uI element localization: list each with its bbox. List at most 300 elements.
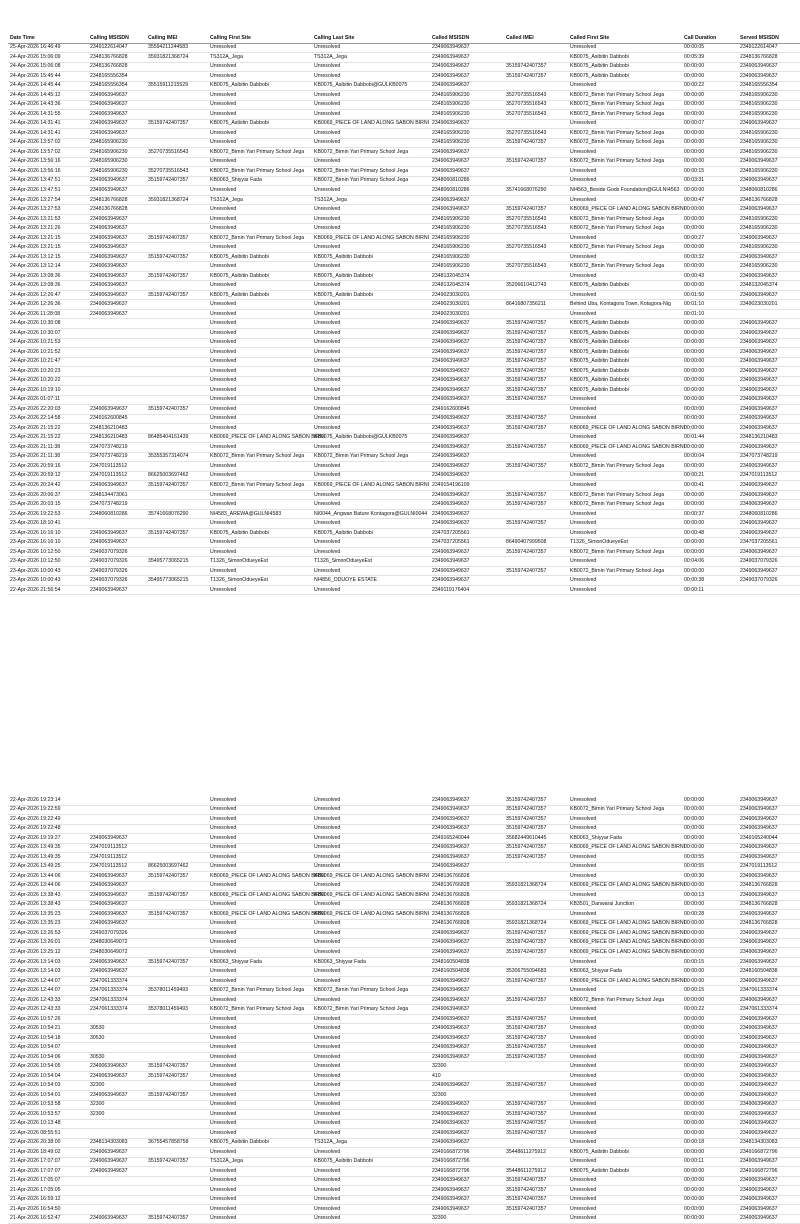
cell-date-time: 23-Apr-2026 20:06:37: [8, 490, 88, 500]
cell-called-imei: 35159742407357: [504, 938, 568, 948]
cell-served-msisdn: 2347019113512: [738, 471, 800, 481]
cell-served-msisdn: 2349063949637: [738, 424, 800, 434]
cell-called-msisdn: 2348060810286: [430, 186, 504, 196]
cell-calling-msisdn: 2349063949637: [88, 243, 146, 253]
cell-calling-imei: [146, 281, 208, 291]
cell-served-msisdn: 2349063949637: [738, 119, 800, 129]
cell-calling-last-site: Unresolved: [312, 1033, 430, 1043]
cell-called-first-site: KB0069_PIECE OF LAND ALONG SABON BIRNI: [568, 919, 682, 929]
cell-called-first-site: T1326_SimonOdueyeEst: [568, 538, 682, 548]
cell-served-msisdn: 2348165906230: [738, 138, 800, 148]
cell-called-imei: [504, 167, 568, 177]
cell-calling-first-site: Unresolved: [208, 395, 312, 405]
cell-called-imei: 35159742407357: [504, 843, 568, 853]
cell-date-time: 22-Apr-2026 13:26:53: [8, 929, 88, 939]
cell-calling-msisdn: 2349063949637: [88, 262, 146, 272]
cell-date-time: 22-Apr-2026 13:38:43: [8, 900, 88, 910]
table-row: [8, 1062, 800, 1072]
cell-calling-last-site: Unresolved: [312, 424, 430, 434]
cell-calling-first-site: Unresolved: [208, 262, 312, 272]
cell-called-msisdn: 2347037205561: [430, 528, 504, 538]
cell-calling-last-site: Unresolved: [312, 1110, 430, 1120]
table-row: [8, 519, 800, 529]
cell-called-imei: 35206610412743: [504, 281, 568, 291]
table-row: [8, 262, 800, 272]
cell-called-msisdn: 2349063949637: [430, 1110, 504, 1120]
cell-served-msisdn: 2349063949637: [738, 252, 800, 262]
cell-calling-last-site: Unresolved: [312, 585, 430, 595]
cell-calling-msisdn: [88, 338, 146, 348]
cell-calling-last-site: Unresolved: [312, 224, 430, 234]
cell-served-msisdn: 2349063949637: [738, 319, 800, 329]
cell-called-first-site: KB0075_Asibitin Dabbobi: [568, 72, 682, 82]
table-row: [8, 233, 800, 243]
cell-date-time: 22-Apr-2026 21:56:54: [8, 585, 88, 595]
cell-called-imei: [504, 252, 568, 262]
cell-called-first-site: Unresolved: [568, 1214, 682, 1224]
cell-calling-first-site: Unresolved: [208, 805, 312, 815]
cell-calling-first-site: Unresolved: [208, 91, 312, 101]
cell-called-msisdn: 2349063949637: [430, 81, 504, 91]
cell-calling-last-site: Unresolved: [312, 805, 430, 815]
cell-called-first-site: Unresolved: [568, 1005, 682, 1015]
cell-calling-last-site: Unresolved: [312, 1148, 430, 1158]
cell-date-time: 22-Apr-2026 19:22:48: [8, 824, 88, 834]
cell-call-duration: 00:00:00: [682, 91, 738, 101]
cell-called-first-site: KB0072_Birnin Yari Primary School Jega: [568, 547, 682, 557]
cell-calling-msisdn: 2348136766828: [88, 53, 146, 63]
cell-calling-first-site: Unresolved: [208, 319, 312, 329]
cell-call-duration: 00:00:00: [682, 1100, 738, 1110]
cell-calling-imei: 35159742407357: [146, 1090, 208, 1100]
cell-called-first-site: Unresolved: [568, 176, 682, 186]
table-row: [8, 557, 800, 567]
cell-calling-last-site: Unresolved: [312, 1014, 430, 1024]
cell-called-msisdn: 2349063949637: [430, 53, 504, 63]
cell-date-time: 22-Apr-2026 19:22:49: [8, 815, 88, 825]
cell-calling-last-site: Unresolved: [312, 1081, 430, 1091]
cell-calling-msisdn: 2348030649072: [88, 938, 146, 948]
cell-calling-first-site: Unresolved: [208, 1043, 312, 1053]
cell-calling-last-site: Unresolved: [312, 348, 430, 358]
cell-calling-last-site: Unresolved: [312, 62, 430, 72]
cell-calling-msisdn: [88, 1043, 146, 1053]
cell-calling-msisdn: 2347019113512: [88, 853, 146, 863]
cell-calling-msisdn: 2347073748219: [88, 452, 146, 462]
cell-calling-imei: [146, 62, 208, 72]
cell-date-time: 22-Apr-2026 10:54:01: [8, 1090, 88, 1100]
cell-date-time: 24-Apr-2026 14:31:41: [8, 129, 88, 139]
cell-called-msisdn: 2349063949637: [430, 547, 504, 557]
cell-called-first-site: Unresolved: [568, 1052, 682, 1062]
cell-calling-imei: [146, 1052, 208, 1062]
cell-called-imei: [504, 1090, 568, 1100]
cell-called-first-site: KB0075_Asibitin Dabbobi: [568, 357, 682, 367]
table-row: [8, 1090, 800, 1100]
cell-called-first-site: KB0072_Birnin Yari Primary School Jega: [568, 91, 682, 101]
cell-called-msisdn: 2349063949637: [430, 519, 504, 529]
cell-date-time: 24-Apr-2026 14:45:12: [8, 91, 88, 101]
table-row: [8, 214, 800, 224]
cell-calling-msisdn: 2349063949637: [88, 585, 146, 595]
cell-call-duration: 00:00:55: [682, 853, 738, 863]
table-row: [8, 452, 800, 462]
cell-date-time: 23-Apr-2026 20:59:16: [8, 462, 88, 472]
table-row: [8, 929, 800, 939]
cell-date-time: 23-Apr-2026 10:00:43: [8, 576, 88, 586]
cell-served-msisdn: 2349063949637: [738, 1195, 800, 1205]
cell-calling-last-site: Unresolved: [312, 138, 430, 148]
cell-calling-imei: [146, 186, 208, 196]
cell-called-msisdn: 2349063949637: [430, 1043, 504, 1053]
cell-calling-msisdn: [88, 1014, 146, 1024]
cell-call-duration: 00:00:00: [682, 348, 738, 358]
cell-called-first-site: Unresolved: [568, 1071, 682, 1081]
cell-calling-last-site: Unresolved: [312, 881, 430, 891]
cell-called-imei: 35270735516543: [504, 110, 568, 120]
cell-called-msisdn: 2349063949637: [430, 1176, 504, 1186]
cell-served-msisdn: 2348165906230: [738, 110, 800, 120]
cell-called-imei: [504, 862, 568, 872]
cell-called-imei: 35159742407357: [504, 62, 568, 72]
cell-calling-imei: [146, 519, 208, 529]
cell-date-time: 22-Apr-2026 12:43:33: [8, 1005, 88, 1015]
cell-calling-imei: 35159742407357: [146, 176, 208, 186]
cell-called-imei: 35159742407357: [504, 1110, 568, 1120]
table-row: [8, 872, 800, 882]
cell-calling-imei: [146, 319, 208, 329]
cell-calling-first-site: Unresolved: [208, 1205, 312, 1215]
cell-date-time: 23-Apr-2026 20:03:15: [8, 500, 88, 510]
cell-called-msisdn: 2349063949637: [430, 395, 504, 405]
cell-served-msisdn: 2349063949637: [738, 386, 800, 396]
cell-date-time: 24-Apr-2026 13:21:26: [8, 224, 88, 234]
cell-date-time: 23-Apr-2026 20:24:42: [8, 481, 88, 491]
cell-called-imei: 35270735516543: [504, 224, 568, 234]
cell-calling-msisdn: 2348165906230: [88, 157, 146, 167]
cell-call-duration: 00:00:00: [682, 538, 738, 548]
cell-calling-last-site: KB0072_Birnin Yari Primary School Jega: [312, 986, 430, 996]
cell-called-imei: [504, 43, 568, 53]
cell-calling-msisdn: 2348165906230: [88, 148, 146, 158]
cdr-table-page-1: [8, 34, 779, 595]
cell-call-duration: 00:00:43: [682, 271, 738, 281]
cell-date-time: 24-Apr-2026 13:12:15: [8, 252, 88, 262]
cell-served-msisdn: 2349165240044: [738, 834, 800, 844]
cell-calling-msisdn: 2349063949637: [88, 538, 146, 548]
cell-calling-imei: [146, 853, 208, 863]
cell-served-msisdn: 2349063949637: [738, 891, 800, 901]
cell-calling-msisdn: 2349063949637: [88, 1062, 146, 1072]
cell-called-first-site: Unresolved: [568, 1024, 682, 1034]
cell-served-msisdn: 2349063949637: [738, 957, 800, 967]
cell-called-msisdn: 2348060810286: [430, 176, 504, 186]
cell-calling-imei: [146, 1119, 208, 1129]
cell-call-duration: 00:00:05: [682, 43, 738, 53]
cell-calling-first-site: Unresolved: [208, 967, 312, 977]
cell-call-duration: 00:00:00: [682, 462, 738, 472]
cell-called-msisdn: 2349063949637: [430, 443, 504, 453]
cell-served-msisdn: 2349063949637: [738, 948, 800, 958]
table-row: [8, 405, 800, 415]
cell-date-time: 22-Apr-2026 13:35:23: [8, 919, 88, 929]
header-date-time: Date Time: [8, 34, 88, 43]
table-row: [8, 129, 800, 139]
cell-call-duration: 00:00:18: [682, 1138, 738, 1148]
cell-served-msisdn: 2349063949637: [738, 995, 800, 1005]
cell-calling-last-site: Unresolved: [312, 900, 430, 910]
cell-calling-first-site: Unresolved: [208, 110, 312, 120]
table-row: [8, 986, 800, 996]
table-row: [8, 995, 800, 1005]
cell-date-time: 22-Apr-2026 13:26:01: [8, 938, 88, 948]
cell-call-duration: 00:00:00: [682, 414, 738, 424]
cell-calling-imei: [146, 967, 208, 977]
cell-call-duration: 00:00:04: [682, 452, 738, 462]
cell-calling-msisdn: 2348165906230: [88, 138, 146, 148]
cell-calling-last-site: KB0075_Asibitin Dabbobi@GULKB0075: [312, 433, 430, 443]
cell-called-first-site: Unresolved: [568, 853, 682, 863]
cell-calling-first-site: Unresolved: [208, 1195, 312, 1205]
cell-date-time: 24-Apr-2026 10:19:10: [8, 386, 88, 396]
cell-served-msisdn: 2349166872796: [738, 1167, 800, 1177]
cell-calling-last-site: KB0069_PIECE OF LAND ALONG SABON BIRNI: [312, 119, 430, 129]
cell-date-time: 24-Apr-2026 10:20:23: [8, 367, 88, 377]
cell-call-duration: 00:00:07: [682, 119, 738, 129]
cell-calling-first-site: Unresolved: [208, 1167, 312, 1177]
cell-served-msisdn: 2349063949637: [738, 566, 800, 576]
cell-call-duration: 00:00:00: [682, 1062, 738, 1072]
cell-served-msisdn: 2348165906230: [738, 91, 800, 101]
cell-calling-imei: 35159742407357: [146, 1214, 208, 1224]
table-row: [8, 386, 800, 396]
cell-call-duration: 00:00:00: [682, 834, 738, 844]
cell-served-msisdn: 2348165906230: [738, 243, 800, 253]
cell-calling-first-site: Unresolved: [208, 62, 312, 72]
cell-call-duration: 00:00:11: [682, 1157, 738, 1167]
cell-call-duration: 00:00:00: [682, 1110, 738, 1120]
cell-called-imei: 35159742407357: [504, 72, 568, 82]
header-calling-msisdn: Calling MSISDN: [88, 34, 146, 43]
table-row: [8, 862, 800, 872]
cell-called-first-site: Unresolved: [568, 519, 682, 529]
cell-called-first-site: KB0075_Asibitin Dabbobi: [568, 62, 682, 72]
cell-calling-last-site: Unresolved: [312, 43, 430, 53]
cell-called-first-site: Unresolved: [568, 414, 682, 424]
cell-call-duration: 00:00:00: [682, 424, 738, 434]
cell-served-msisdn: 2349063949637: [738, 367, 800, 377]
cell-called-msisdn: 2348165906230: [430, 138, 504, 148]
cell-called-msisdn: 2349063949637: [430, 148, 504, 158]
cell-calling-imei: [146, 462, 208, 472]
cell-calling-first-site: KB0063_Shiyyar Fada: [208, 176, 312, 186]
table-row: [8, 290, 800, 300]
cell-calling-last-site: Unresolved: [312, 1129, 430, 1139]
cell-date-time: 22-Apr-2026 12:43:33: [8, 995, 88, 1005]
cell-served-msisdn: 2348165906230: [738, 148, 800, 158]
cell-called-first-site: Unresolved: [568, 576, 682, 586]
cell-date-time: 22-Apr-2026 13:38:43: [8, 891, 88, 901]
cell-served-msisdn: 2348060810286: [738, 186, 800, 196]
cell-call-duration: 00:00:00: [682, 843, 738, 853]
cell-calling-last-site: Unresolved: [312, 471, 430, 481]
cell-called-imei: 35270735516543: [504, 262, 568, 272]
cell-date-time: 24-Apr-2026 15:06:08: [8, 62, 88, 72]
cell-calling-first-site: TS312A_Jega: [208, 53, 312, 63]
cell-called-msisdn: 2349063949637: [430, 1033, 504, 1043]
cell-called-msisdn: 2349063949637: [430, 376, 504, 386]
cell-served-msisdn: 2349063949637: [738, 348, 800, 358]
cell-called-msisdn: 2349063949637: [430, 62, 504, 72]
table-row: [8, 1195, 800, 1205]
cell-calling-first-site: Unresolved: [208, 900, 312, 910]
cell-calling-imei: 35159742407357: [146, 1157, 208, 1167]
cell-calling-imei: [146, 262, 208, 272]
cell-calling-imei: [146, 929, 208, 939]
cell-called-first-site: Unresolved: [568, 233, 682, 243]
cell-call-duration: 00:00:00: [682, 1024, 738, 1034]
cell-calling-last-site: Unresolved: [312, 309, 430, 319]
cell-served-msisdn: [738, 309, 800, 319]
cell-called-msisdn: 2349063949637: [430, 815, 504, 825]
cell-called-msisdn: 2349063949637: [430, 462, 504, 472]
cell-calling-imei: [146, 995, 208, 1005]
cell-call-duration: 00:00:48: [682, 528, 738, 538]
cell-calling-first-site: Unresolved: [208, 186, 312, 196]
cell-calling-msisdn: [88, 319, 146, 329]
cell-date-time: 22-Apr-2026 10:54:21: [8, 1024, 88, 1034]
cell-calling-msisdn: 2349162600845: [88, 414, 146, 424]
cell-served-msisdn: 2348136766828: [738, 919, 800, 929]
cell-date-time: 22-Apr-2026 13:44:06: [8, 872, 88, 882]
cell-calling-imei: 35270735516543: [146, 148, 208, 158]
cell-called-imei: 35270735516543: [504, 243, 568, 253]
cell-calling-last-site: Unresolved: [312, 843, 430, 853]
cell-call-duration: 00:00:00: [682, 395, 738, 405]
cell-date-time: 23-Apr-2026 21:11:38: [8, 443, 88, 453]
cell-calling-imei: [146, 1014, 208, 1024]
cell-called-imei: 35159742407357: [504, 976, 568, 986]
cell-calling-imei: [146, 72, 208, 82]
cell-called-msisdn: 2349063949637: [430, 319, 504, 329]
cell-date-time: 24-Apr-2026 10:21:47: [8, 357, 88, 367]
cell-calling-imei: [146, 1186, 208, 1196]
cell-called-imei: 35159742407357: [504, 566, 568, 576]
cell-called-imei: 35448611275912: [504, 1167, 568, 1177]
cell-called-msisdn: 2349063949637: [430, 1052, 504, 1062]
cell-calling-msisdn: 2349063949637: [88, 1071, 146, 1081]
cell-calling-last-site: Unresolved: [312, 72, 430, 82]
table-row: [8, 81, 800, 91]
cell-called-imei: [504, 119, 568, 129]
cell-calling-msisdn: 2349063949637: [88, 110, 146, 120]
cell-calling-last-site: Unresolved: [312, 186, 430, 196]
cell-calling-imei: [146, 91, 208, 101]
cell-served-msisdn: 2349063949637: [738, 1157, 800, 1167]
cell-calling-imei: [146, 157, 208, 167]
cell-date-time: 25-Apr-2026 16:46:49: [8, 43, 88, 53]
table-row: [8, 805, 800, 815]
cell-served-msisdn: 2349063949637: [738, 910, 800, 920]
cell-calling-last-site: Unresolved: [312, 967, 430, 977]
table-row: [8, 1167, 800, 1177]
cell-called-msisdn: 2349063949637: [430, 433, 504, 443]
cell-calling-first-site: T1326_SimonOdueyeEst: [208, 557, 312, 567]
cell-served-msisdn: 2349063949637: [738, 328, 800, 338]
cell-date-time: 24-Apr-2026 14:31:41: [8, 119, 88, 129]
cell-served-msisdn: 2349063949637: [738, 1186, 800, 1196]
cell-called-msisdn: 2349063949637: [430, 862, 504, 872]
cell-calling-imei: 35159742407357: [146, 481, 208, 491]
table-row: [8, 1205, 800, 1215]
cell-call-duration: 00:01:10: [682, 309, 738, 319]
table-row: [8, 1005, 800, 1015]
cell-date-time: 22-Apr-2026 13:49:25: [8, 862, 88, 872]
cell-served-msisdn: 2349063949637: [738, 290, 800, 300]
cell-called-msisdn: 2348160504838: [430, 967, 504, 977]
cell-calling-first-site: Unresolved: [208, 796, 312, 805]
cell-calling-last-site: KB0072_Birnin Yari Primary School Jega: [312, 176, 430, 186]
cell-called-first-site: KB0075_Asibitin Dabbobi: [568, 319, 682, 329]
cell-calling-imei: 35159742407357: [146, 233, 208, 243]
cell-calling-last-site: Unresolved: [312, 462, 430, 472]
cell-called-first-site: KB0072_Birnin Yari Primary School Jega: [568, 224, 682, 234]
cell-calling-first-site: Unresolved: [208, 224, 312, 234]
cell-date-time: 23-Apr-2026 22:14:58: [8, 414, 88, 424]
cell-calling-last-site: Unresolved: [312, 1071, 430, 1081]
cell-served-msisdn: 2348165906230: [738, 129, 800, 139]
cell-calling-imei: [146, 224, 208, 234]
cell-calling-msisdn: 2349063949637: [88, 119, 146, 129]
cell-calling-first-site: Unresolved: [208, 815, 312, 825]
cell-calling-last-site: KB0075_Asibitin Dabbobi: [312, 290, 430, 300]
cell-call-duration: 00:00:27: [682, 233, 738, 243]
cell-served-msisdn: 2349063949637: [738, 357, 800, 367]
cell-calling-last-site: Unresolved: [312, 367, 430, 377]
table-row: [8, 1043, 800, 1053]
cell-called-first-site: KB3501_Danwarai Junction: [568, 900, 682, 910]
cell-date-time: 22-Apr-2026 10:54:03: [8, 1081, 88, 1091]
cell-called-first-site: KB0075_Asibitin Dabbobi: [568, 348, 682, 358]
cell-called-imei: [504, 872, 568, 882]
cell-calling-msisdn: 32300: [88, 1110, 146, 1120]
cell-call-duration: 00:00:15: [682, 167, 738, 177]
cell-called-msisdn: 2349063949637: [430, 1081, 504, 1091]
cell-calling-last-site: Unresolved: [312, 948, 430, 958]
cell-called-imei: 35270735516543: [504, 214, 568, 224]
header-served-msisdn: Served MSISDN: [738, 34, 800, 43]
cell-called-first-site: Unresolved: [568, 405, 682, 415]
cell-calling-first-site: Unresolved: [208, 281, 312, 291]
cell-calling-last-site: Unresolved: [312, 262, 430, 272]
cell-date-time: 24-Apr-2026 12:26:47: [8, 290, 88, 300]
cell-called-imei: 35931821368724: [504, 919, 568, 929]
cell-calling-msisdn: 2347073748219: [88, 443, 146, 453]
cell-date-time: 24-Apr-2026 13:08:36: [8, 271, 88, 281]
cell-calling-first-site: KB0072_Birnin Yari Primary School Jega: [208, 452, 312, 462]
cell-calling-first-site: Unresolved: [208, 443, 312, 453]
cell-calling-last-site: Unresolved: [312, 1043, 430, 1053]
cell-called-msisdn: 2347037205561: [430, 538, 504, 548]
cell-called-first-site: Unresolved: [568, 309, 682, 319]
cell-called-first-site: Unresolved: [568, 910, 682, 920]
cell-calling-first-site: Unresolved: [208, 205, 312, 215]
table-row: [8, 509, 800, 519]
cell-calling-imei: [146, 815, 208, 825]
cell-calling-msisdn: 2349063949637: [88, 1214, 146, 1224]
table-row: [8, 490, 800, 500]
cell-called-first-site: Unresolved: [568, 1033, 682, 1043]
